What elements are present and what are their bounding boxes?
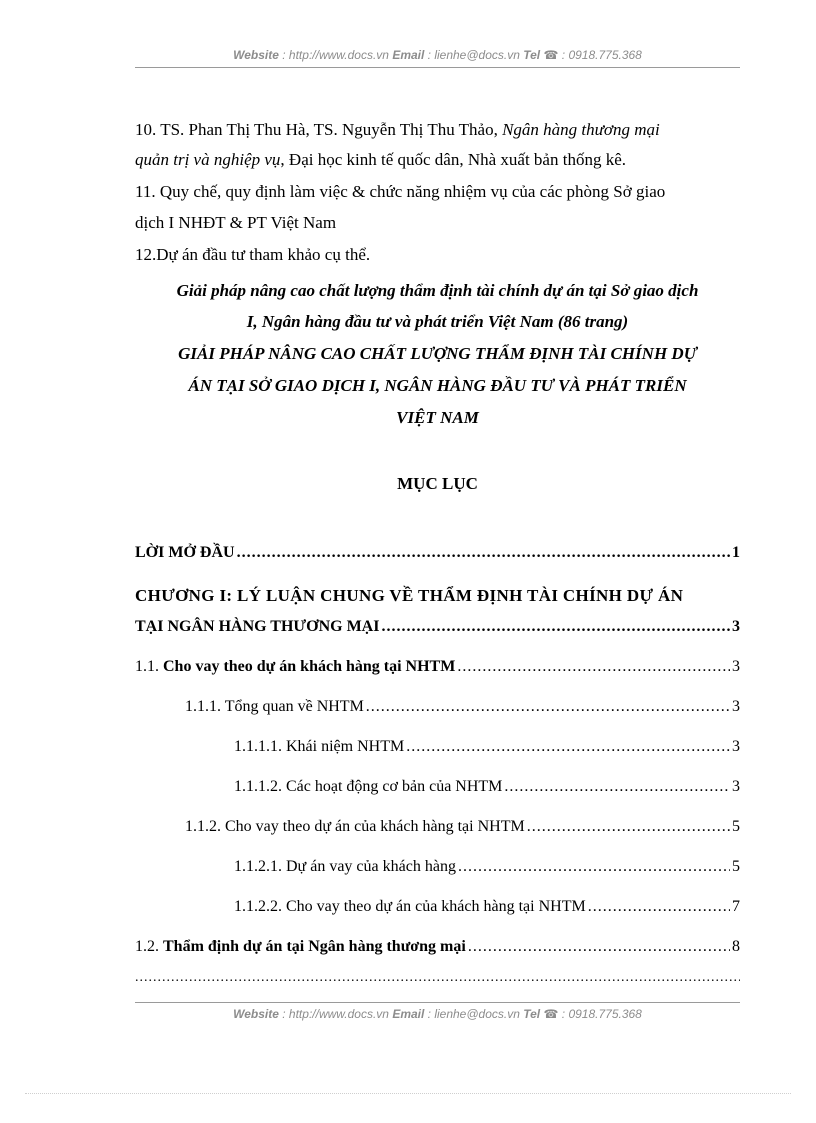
toc-page: 5 [732, 818, 740, 835]
toc-page: 7 [732, 898, 740, 915]
toc-page: 3 [732, 658, 740, 675]
reference-10-line2 [135, 148, 740, 171]
page-header [135, 48, 740, 62]
tel-value: : 0918.775.368 [558, 48, 642, 62]
toc-leader [458, 858, 730, 876]
toc-label: 1.1.2.1. Dự án vay của khách hàng [234, 858, 456, 875]
toc-label: Thẩm định dự án tại Ngân hàng thương mại [163, 938, 466, 955]
title-caps-line1: GIẢI PHÁP NÂNG CAO CHẤT LƯỢNG THẨM ĐỊNH TÀI CHÍNH DỰ [178, 344, 697, 363]
website-label: Website [233, 1007, 279, 1021]
toc-continuation-dots [135, 970, 740, 986]
title-caps-line3: VIỆT NAM [396, 408, 479, 427]
tel-value: : 0918.775.368 [558, 1007, 642, 1021]
website-label: Website [233, 48, 279, 62]
phone-icon: ☎ [543, 1007, 559, 1021]
toc-page: 3 [732, 618, 740, 635]
website-url[interactable]: : http://www.docs.vn [278, 1007, 393, 1021]
toc-entry-chapter1-line2[interactable] [135, 618, 740, 636]
toc-leader [381, 618, 730, 636]
page-bottom-border [25, 1093, 791, 1094]
tel-label: Tel [523, 1007, 541, 1021]
toc-entry-1-1-1-2[interactable] [234, 778, 740, 796]
toc-label: 1.1.2.2. Cho vay theo dự án của khách hàng tại NHTM [234, 898, 586, 915]
reference-10-publisher: , Đại học kinh tế quốc dân, Nhà xuất bản thống kê. [280, 150, 626, 169]
toc-page: 1 [732, 544, 740, 561]
toc-label: 1.1.2. Cho vay theo dự án của khách hàng tại NHTM [185, 818, 525, 835]
header-rule [135, 67, 740, 68]
toc-label: TẠI NGÂN HÀNG THƯƠNG MẠI [135, 618, 380, 635]
toc-leader [457, 658, 730, 676]
toc-leader [504, 778, 730, 796]
toc-page: 5 [732, 858, 740, 875]
toc-leader [588, 898, 730, 916]
title-italic-line2: I, Ngân hàng đầu tư và phát triển Việt Nam (86 trang) [246, 312, 629, 331]
footer-rule [135, 1002, 740, 1003]
phone-icon: ☎ [543, 48, 559, 62]
email-label: Email [392, 48, 425, 62]
reference-12: 12.Dự án đầu tư tham khảo cụ thể. [135, 245, 371, 264]
reference-10-title-b: quản trị và nghiệp vụ [135, 150, 281, 169]
toc-entry-1-1-2-2[interactable] [234, 898, 740, 916]
toc-label: 1.1.1.2. Các hoạt động cơ bản của NHTM [234, 778, 503, 795]
reference-10-title-a: Ngân hàng thương mại [502, 120, 660, 139]
toc-number: 1.2. [135, 938, 159, 955]
reference-11-line1: 11. Quy chế, quy định làm việc & chức năng nhiệm vụ của các phòng Sở giao [135, 182, 666, 201]
toc-label: 1.1.1. Tổng quan về NHTM [185, 698, 364, 715]
toc-page: 3 [732, 698, 740, 715]
email-value[interactable]: : lienhe@docs.vn [424, 1007, 524, 1021]
toc-entry-1-1-2-1[interactable] [234, 858, 740, 876]
toc-entry-1-1[interactable] [135, 658, 740, 676]
toc-leader [468, 938, 730, 956]
toc-label: LỜI MỞ ĐẦU [135, 544, 235, 561]
toc-entry-1-2[interactable] [135, 938, 740, 956]
toc-leader [237, 544, 730, 562]
toc-entry-1-1-2[interactable] [185, 818, 740, 836]
toc-page: 3 [732, 778, 740, 795]
email-label: Email [392, 1007, 425, 1021]
reference-10-line1 [135, 118, 740, 141]
reference-11-line2: dịch I NHĐT & PT Việt Nam [135, 213, 337, 232]
toc-label: Cho vay theo dự án khách hàng tại NHTM [163, 658, 456, 675]
toc-entry-1-1-1-1[interactable] [234, 738, 740, 756]
title-caps-line2: ÁN TẠI SỞ GIAO DỊCH I, NGÂN HÀNG ĐẦU TƯ VÀ PHÁT TRIỂN [188, 376, 687, 395]
website-url[interactable]: : http://www.docs.vn [278, 48, 393, 62]
toc-leader [366, 698, 730, 716]
toc-entry-intro[interactable] [135, 544, 740, 562]
toc-leader [527, 818, 730, 836]
email-value[interactable]: : lienhe@docs.vn [424, 48, 524, 62]
toc-entry-chapter1-line1[interactable]: CHƯƠNG I: LÝ LUẬN CHUNG VỀ THẨM ĐỊNH TÀI CHÍNH DỰ ÁN [135, 586, 684, 605]
tel-label: Tel [523, 48, 541, 62]
toc-page: 8 [732, 938, 740, 955]
title-italic-line1: Giải pháp nâng cao chất lượng thẩm định tài chính dự án tại Sở giao dịch [176, 281, 699, 300]
toc-page: 3 [732, 738, 740, 755]
page-footer [135, 1007, 740, 1021]
toc-label: 1.1.1.1. Khái niệm NHTM [234, 738, 405, 755]
toc-heading: MỤC LỤC [397, 474, 478, 493]
toc-entry-1-1-1[interactable] [185, 698, 740, 716]
toc-leader [406, 738, 730, 756]
toc-number: 1.1. [135, 658, 159, 675]
reference-10-authors: 10. TS. Phan Thị Thu Hà, TS. Nguyễn Thị Thu Thảo, [135, 120, 503, 139]
